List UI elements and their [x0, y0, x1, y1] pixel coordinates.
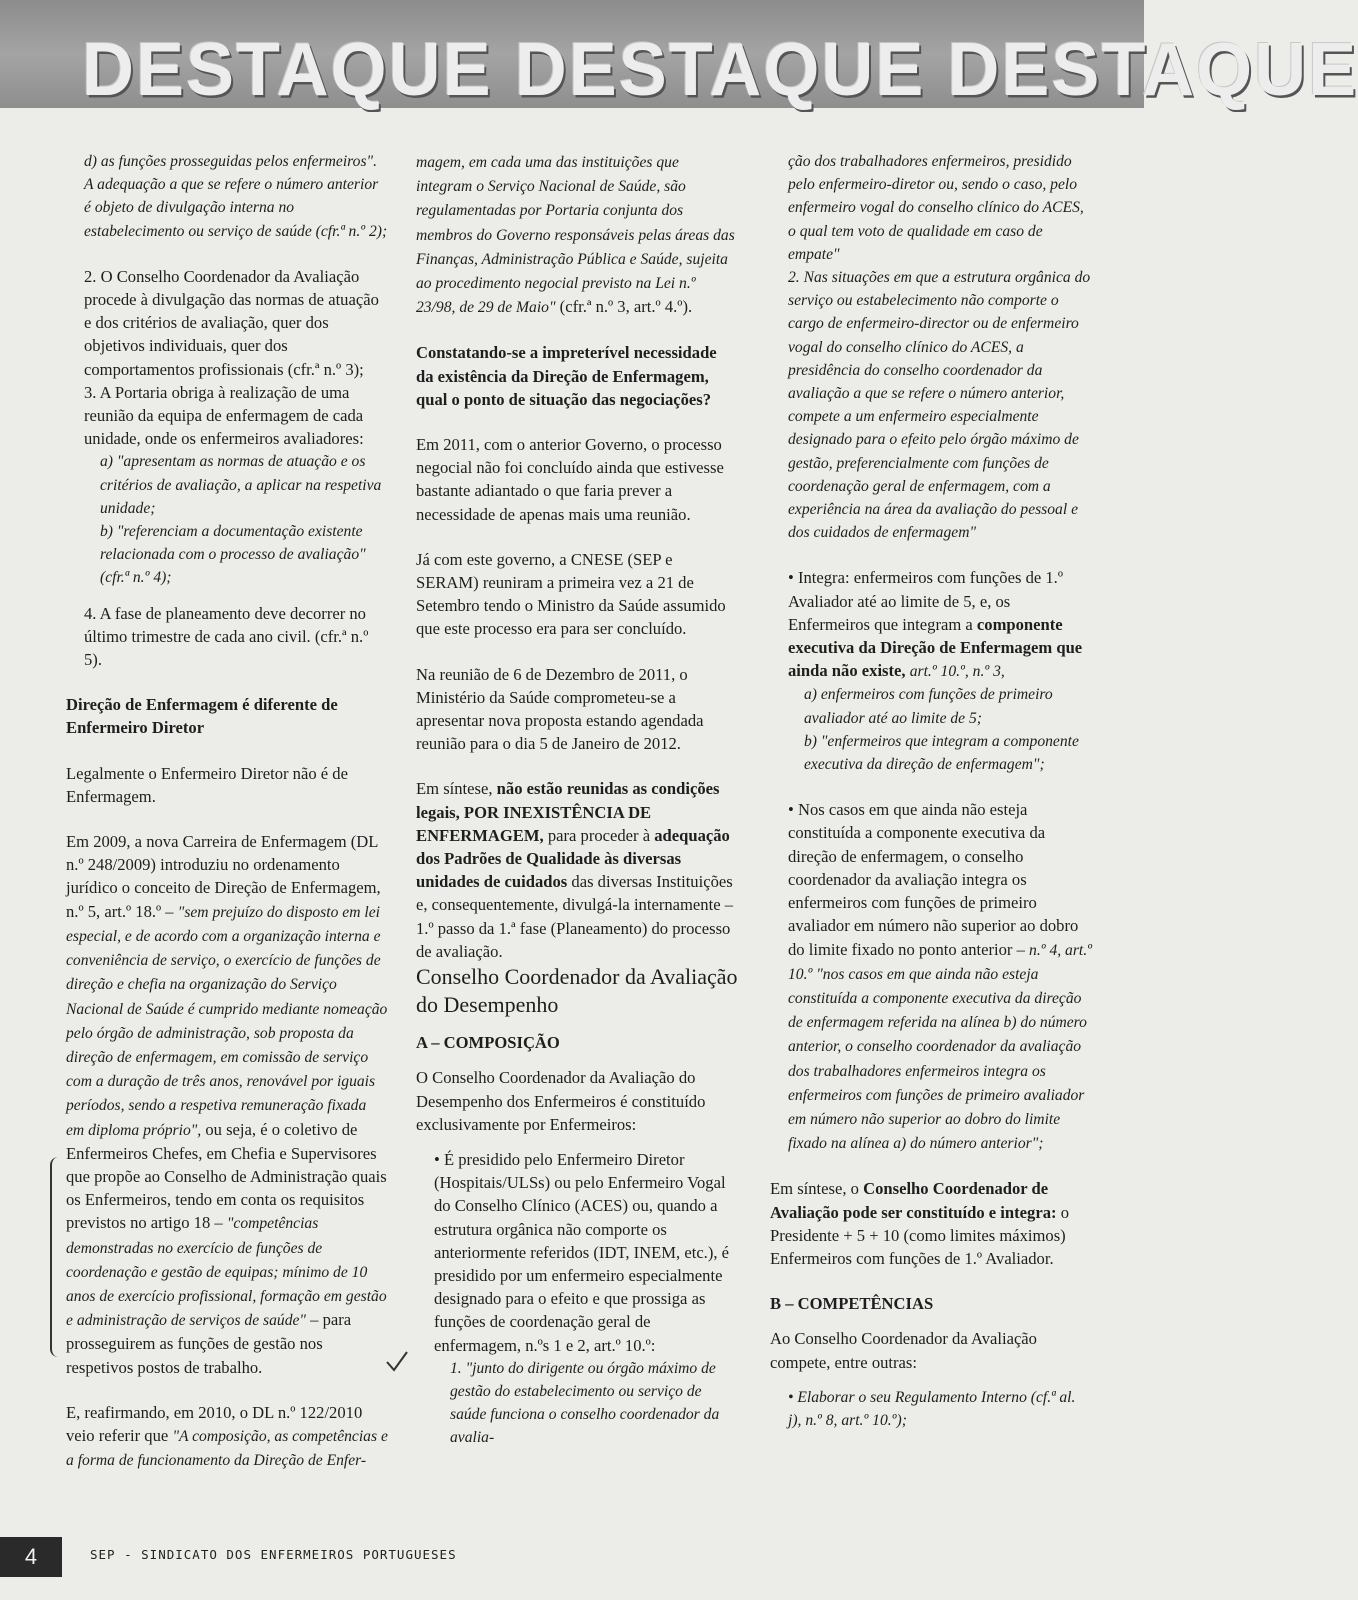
paragraph: Em 2009, a nova Carreira de Enfermagem (DL n.º 248/2009) introduziu no ordenamento jurídico o conceito de Direção de Enfermagem, n.º 5, art.º 18.º – "sem prejuízo do disposto em lei especial, e de acordo com a organização interna e conveniência de serviço, o exercício de funções de direção e chefia na organização do Serviço Nacional de Saúde é cumprido mediante nomeação pelo órgão de administração, sob proposta da direção de enfermagem, em comissão de serviço com a duração de três anos, renovável por iguais períodos, sendo a respetiva remuneração fixada em diploma próprio", ou seja, é o coletivo de Enfermeiros Chefes, em Chefia e Supervisores que propõe ao Conselho de Administração quais os Enfermeiros, tendo em conta os requisitos previstos no artigo 18 – "competências demonstradas no exercício de funções de coordenação e gestão de equipas; mínimo de 10 anos de exercício profissional, formação em gestão e administração de serviços de saúde" – para prosseguirem as funções de gestão nos respetivos postos de trabalho.: [66, 832, 388, 1377]
paragraph: O Conselho Coordenador da Avaliação do Desempenho dos Enfermeiros é constituído exclusivamente por Enfermeiros:: [416, 1068, 706, 1134]
bullet-item: • Elaborar o seu Regulamento Interno (cf.ª al. j), n.º 8, art.º 10.º);: [788, 1388, 1076, 1429]
numbered-item: 4. A fase de planeamento deve decorrer no último trimestre de cada ano civil. (cfr.ª n.º 5).: [84, 603, 369, 670]
paragraph: Já com este governo, a CNESE (SEP e SERAM) reuniram a primeira vez a 21 de Setembro tendo o Ministro da Saúde assumido que este processo era para ser concluído.: [416, 549, 726, 639]
page-footer: [0, 1537, 1144, 1577]
section-heading: Direção de Enfermagem é diferente de Enfermeiro Diretor: [66, 695, 338, 738]
legal-quote: "sem prejuízo do disposto em lei especial, e de acordo com a organização interna e conveniência de serviço, o exercício de funções de direção e chefia na organização do Serviço Nacional de Saúde é cumprido mediante nomeação pelo órgão de administração, sob proposta da direção de enfermagem, em comissão de serviço com a duração de três anos, renovável por iguais períodos, sendo a respetiva remuneração fixada em diploma próprio",: [66, 903, 388, 1139]
list-item: b) "referenciam a documentação existente relacionada com o processo de avaliação" (cfr.ª n.º 4);: [100, 523, 366, 587]
list-item: a) enfermeiros com funções de primeiro avaliador até ao limite de 5;: [804, 686, 1053, 727]
legal-quote: ção dos trabalhadores enfermeiros, presidido pelo enfermeiro-diretor ou, sendo o caso, pelo enfermeiro vogal do conselho clínico do ACES, o qual tem voto de qualidade em caso de empate": [788, 153, 1084, 263]
bullet-item: • Integra: enfermeiros com funções de 1.º Avaliador até ao limite de 5, e, os Enfermeiros que integram a componente executiva da Direção de Enfermagem que ainda não existe, art.º 10.º, n.º 3,: [788, 568, 1083, 681]
paragraph: Ao Conselho Coordenador da Avaliação compete, entre outras:: [770, 1329, 1037, 1372]
list-item: a) "apresentam as normas de atuação e os critérios de avaliação, a aplicar na respetiva unidade;: [100, 453, 382, 517]
column-left: [66, 150, 388, 1472]
subsection-heading: A – COMPOSIÇÃO: [416, 1033, 560, 1053]
legal-quote: "A composição, as competências e a forma de funcionamento da Direção de Enfer-: [66, 1427, 388, 1470]
numbered-item: 3. A Portaria obriga à realização de uma reunião da equipa de enfermagem de cada unidade, onde os enfermeiros avaliadores:: [84, 382, 364, 449]
page-number: 4: [0, 1537, 62, 1577]
paragraph: magem, em cada uma das instituições que integram o Serviço Nacional de Saúde, são regulamentadas por Portaria conjunta dos membros do Governo responsáveis pelas áreas das Finanças, Administração Pública e Saúde, sujeita ao procedimento negocial previsto na Lei n.º 23/98, de 29 de Maio" (cfr.ª n.º 3, art.º 4.º).: [416, 154, 735, 317]
paragraph: Na reunião de 6 de Dezembro de 2011, o Ministério da Saúde comprometeu-se a apresentar nova proposta estando agendada reunião para o dia 5 de Janeiro de 2012.: [416, 664, 704, 754]
legal-quote: "competências demonstradas no exercício de funções de coordenação e gestão de equipas; mínimo de 10 anos de exercício profissional, formação em gestão e administração de serviços de saúde": [66, 1215, 387, 1330]
legal-quote: 1. "junto do dirigente ou órgão máximo de gestão do estabelecimento ou serviço de saúde funciona o conselho coordenador da avalia-: [450, 1359, 720, 1447]
bullet-item: • Nos casos em que ainda não esteja constituída a componente executiva da direção de enfermagem, o conselho coordenador da avaliação integra os enfermeiros com funções de primeiro avaliador em número não superior ao dobro do limite fixado no ponto anterior – n.º 4, art.º 10.º "nos casos em que ainda não esteja constituída a componente executiva da direção de enfermagem referida na alínea b) do número anterior, o conselho coordenador da avaliação dos trabalhadores enfermeiros integra os enfermeiros com funções de primeiro avaliador em número não superior ao dobro do limite fixado na alínea a) do número anterior";: [788, 800, 1092, 1153]
footer-publisher: SEP - SINDICATO DOS ENFERMEIROS PORTUGUESES: [90, 1547, 457, 1562]
paragraph: Legalmente o Enfermeiro Diretor não é de Enfermagem.: [66, 763, 348, 806]
banner-title: DESTAQUE DESTAQUE DESTAQUE: [82, 28, 1358, 113]
paragraph: d) as funções prosseguidas pelos enfermeiros". A adequação a que se refere o número anterior é objeto de divulgação interna no estabelecimento ou serviço de saúde (cfr.ª n.º 2);: [84, 153, 388, 240]
numbered-item: 2. O Conselho Coordenador da Avaliação procede à divulgação das normas de atuação e dos critérios de avaliação, quer dos objetivos individuais, quer dos comportamentos profissionais (cfr.ª n.º 3);: [84, 266, 379, 379]
legal-quote: 2. Nas situações em que a estrutura orgânica do serviço ou estabelecimento não comporte o cargo de enfermeiro-director ou de enfermeiro vogal do conselho clínico do ACES, a presidência do conselho coordenador da avaliação a que se refere o número anterior, compete a um enfermeiro especialmente designado para o efeito pelo órgão máximo de gestão, preferencialmente com funções de coordenação geral de enfermagem, com a experiência na área da avaliação do pessoal e dos cuidados de enfermagem": [788, 269, 1091, 542]
section-title: Conselho Coordenador da Avaliação do Desempenho: [416, 964, 738, 1018]
paragraph: Em 2011, com o anterior Governo, o processo negocial não foi concluído ainda que estivesse bastante adiantado o que faria prever a necessidade de apenas mais uma reunião.: [416, 435, 724, 524]
list-item: b) "enfermeiros que integram a componente executiva da direção de enfermagem";: [804, 732, 1079, 774]
paragraph: E, reafirmando, em 2010, o DL n.º 122/2010 veio referir que "A composição, as competências e a forma de funcionamento da Direção de Enfer-: [66, 1402, 388, 1470]
handwritten-bracket-mark: [50, 1157, 66, 1357]
handwritten-check-mark: [385, 1350, 409, 1374]
column-middle: [416, 150, 738, 1450]
paragraph: Em síntese, não estão reunidas as condições legais, POR INEXISTÊNCIA DE ENFERMAGEM, para proceder à adequação dos Padrões de Qualidade às diversas unidades de cuidados das diversas Instituições e, consequentemente, divulgá-la internamente – 1.º passo da 1.ª fase (Planeamento) do processo de avaliação.: [416, 779, 733, 961]
header-banner: [0, 0, 1358, 113]
paragraph: Em síntese, o Conselho Coordenador de Avaliação pode ser constituído e integra: o Presidente + 5 + 10 (como limites máximos) Enfermeiros com funções de 1.º Avaliador.: [770, 1179, 1069, 1268]
subsection-heading: B – COMPETÊNCIAS: [770, 1294, 934, 1314]
column-right: [770, 150, 1092, 1432]
bullet-item: • É presidido pelo Enfermeiro Diretor (Hospitais/ULSs) ou pelo Enfermeiro Vogal do Conselho Clínico (ACES) ou, quando a estrutura orgânica não comporte os anteriormente referidos (IDT, INEM, etc.), é presidido por um enfermeiro especialmente designado para o efeito e que prossiga as funções de coordenação geral de enfermagem, n.ºs 1 e 2, art.º 10.º:: [434, 1149, 730, 1355]
section-heading: Constatando-se a impreterível necessidade da existência da Direção de Enfermagem, qual o ponto de situação das negociações?: [416, 343, 717, 409]
